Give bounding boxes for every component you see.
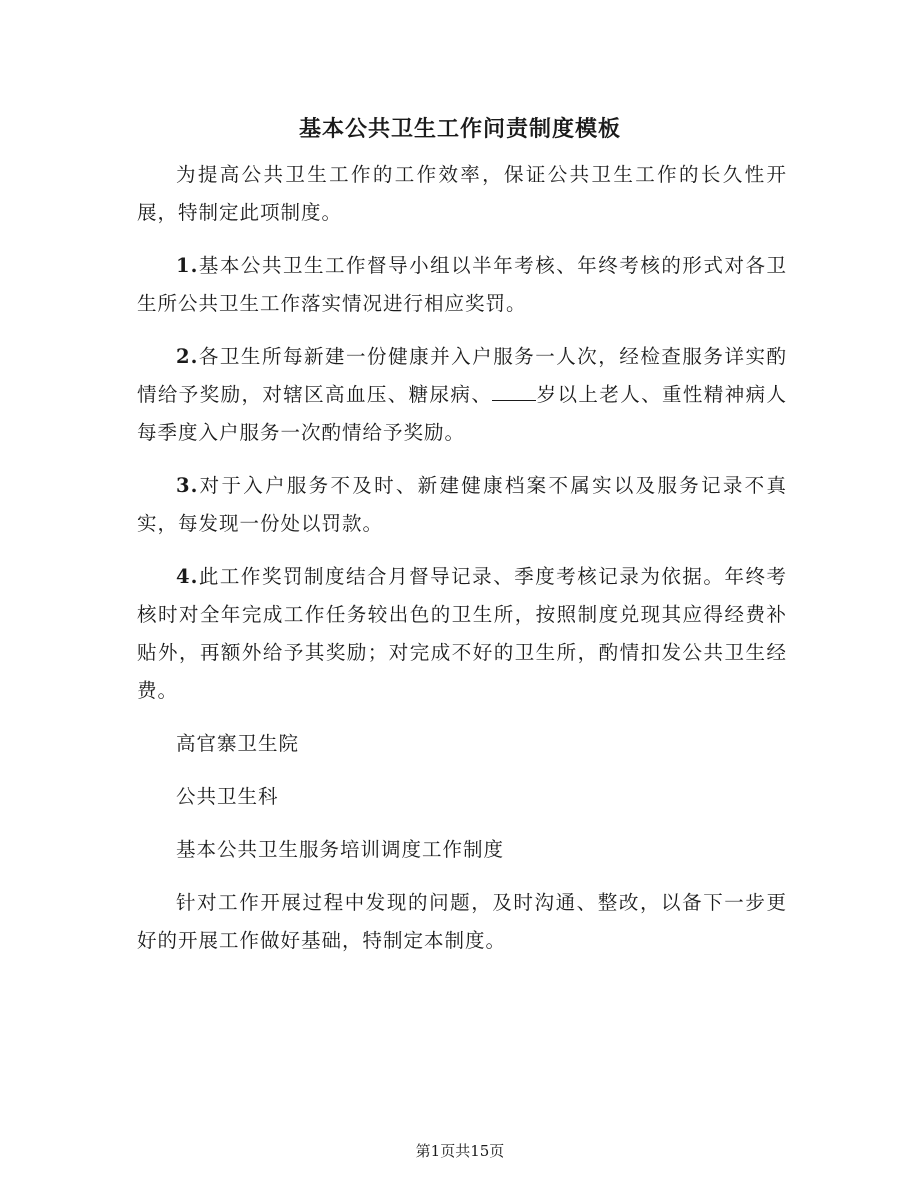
signature-org: 高官寨卫生院 (176, 732, 300, 755)
item-text: 各卫生所每新建一份健康并入户服务一人次，经检查服务详实酌情给予奖励，对辖区高血压、糖尿病、 (137, 345, 787, 406)
item-number: 3. (176, 474, 199, 497)
item-paragraph-1 (137, 247, 787, 323)
next-section-title: 基本公共卫生服务培训调度工作制度 (176, 838, 505, 861)
item-number: 4. (176, 565, 199, 588)
page-number: 第1页共15页 (415, 1142, 505, 1160)
item-text: 此工作奖罚制度结合月督导记录、季度考核记录为依据。年终考核时对全年完成工作任务较出色的卫生所，按照制度兑现其应得经费补贴外，再额外给予其奖励；对完成不好的卫生所，酌情扣发公共卫生经费。 (137, 565, 787, 702)
blank-underline (492, 378, 536, 401)
document-body (137, 156, 787, 975)
item-paragraph-2 (137, 338, 787, 452)
intro-paragraph: 为提高公共卫生工作的工作效率，保证公共卫生工作的长久性开展，特制定此项制度。 (137, 163, 787, 224)
item-text-continued: 岁以上老人、重性精神病人每季度入户服务一次酌情给予奖励。 (137, 383, 787, 444)
item-paragraph-3 (137, 467, 787, 543)
item-paragraph-4 (137, 558, 787, 710)
document-title: 基本公共卫生工作问责制度模板 (298, 116, 621, 142)
item-number: 2. (176, 345, 199, 368)
item-text: 对于入户服务不及时、新建健康档案不属实以及服务记录不真实，每发现一份处以罚款。 (137, 474, 787, 535)
item-text: 基本公共卫生工作督导小组以半年考核、年终考核的形式对各卫生所公共卫生工作落实情况进行相应奖罚。 (137, 254, 787, 315)
signature-dept: 公共卫生科 (176, 785, 279, 808)
item-number: 1. (176, 254, 199, 277)
next-section-intro: 针对工作开展过程中发现的问题，及时沟通、整改，以备下一步更好的开展工作做好基础，特制定本制度。 (137, 891, 787, 952)
